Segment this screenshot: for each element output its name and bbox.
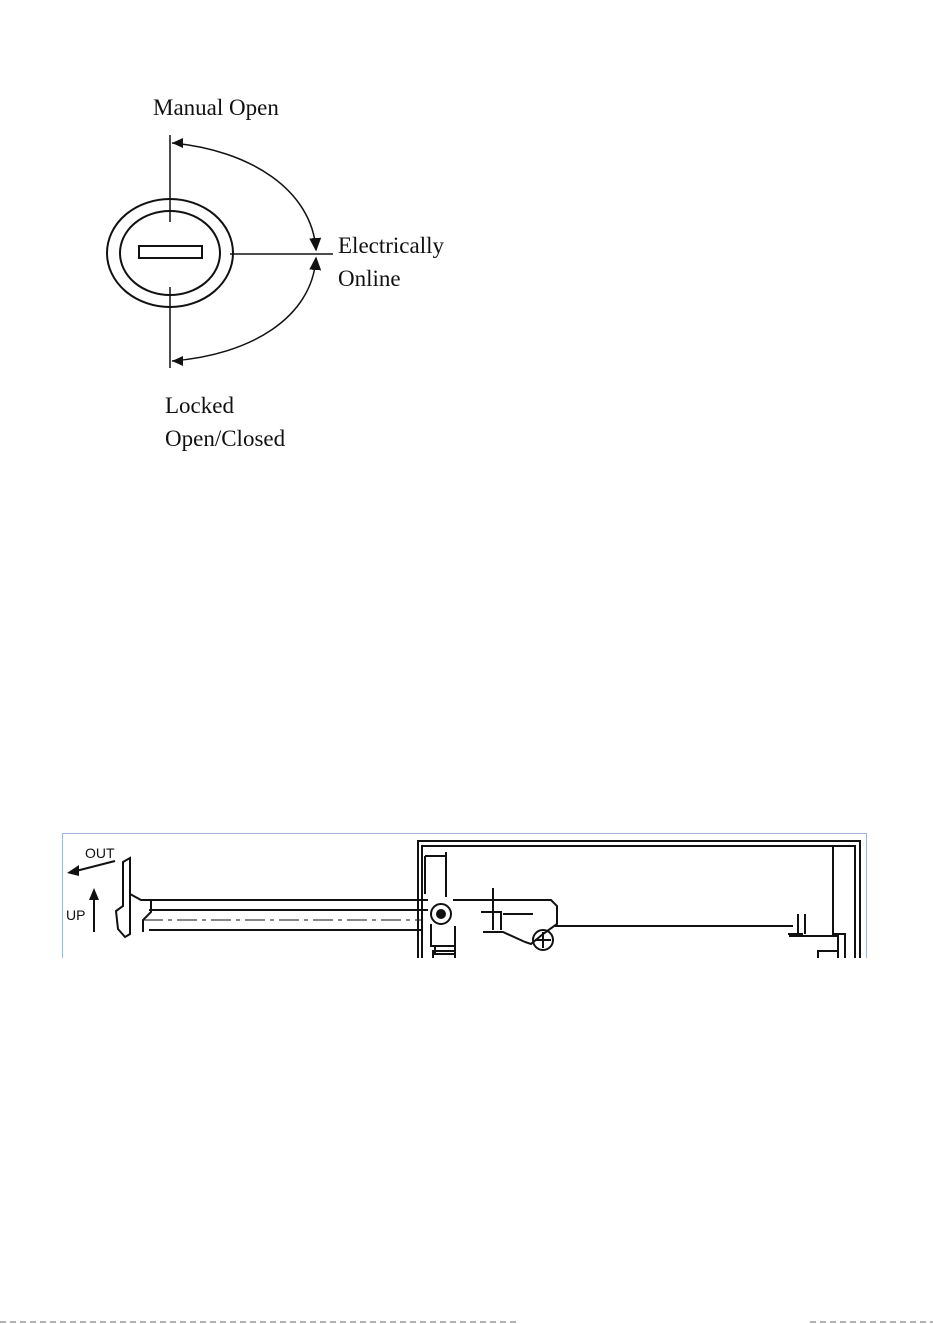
manual-open-label: Manual Open	[153, 95, 279, 120]
locked-arrowhead	[172, 356, 183, 366]
open-closed-label: Open/Closed	[165, 426, 286, 451]
key-switch-diagram	[0, 0, 933, 520]
manual-open-arrowhead	[172, 138, 183, 148]
upper-rotation-arrow	[172, 143, 316, 250]
lever-handle	[116, 858, 130, 937]
drawer-release-figure	[62, 833, 867, 958]
online-label: Online	[338, 266, 401, 291]
up-label: UP	[66, 907, 86, 923]
key-slot	[139, 246, 202, 258]
footer-rule	[0, 1320, 933, 1324]
lower-rotation-arrow	[172, 258, 316, 361]
latch-plate	[453, 900, 557, 944]
out-arrowhead	[67, 865, 79, 876]
key-cylinder-inner	[120, 211, 220, 295]
out-label: OUT	[85, 845, 115, 861]
locked-label: Locked	[165, 393, 234, 418]
electrically-label: Electrically	[338, 233, 444, 258]
up-arrowhead	[89, 888, 99, 900]
